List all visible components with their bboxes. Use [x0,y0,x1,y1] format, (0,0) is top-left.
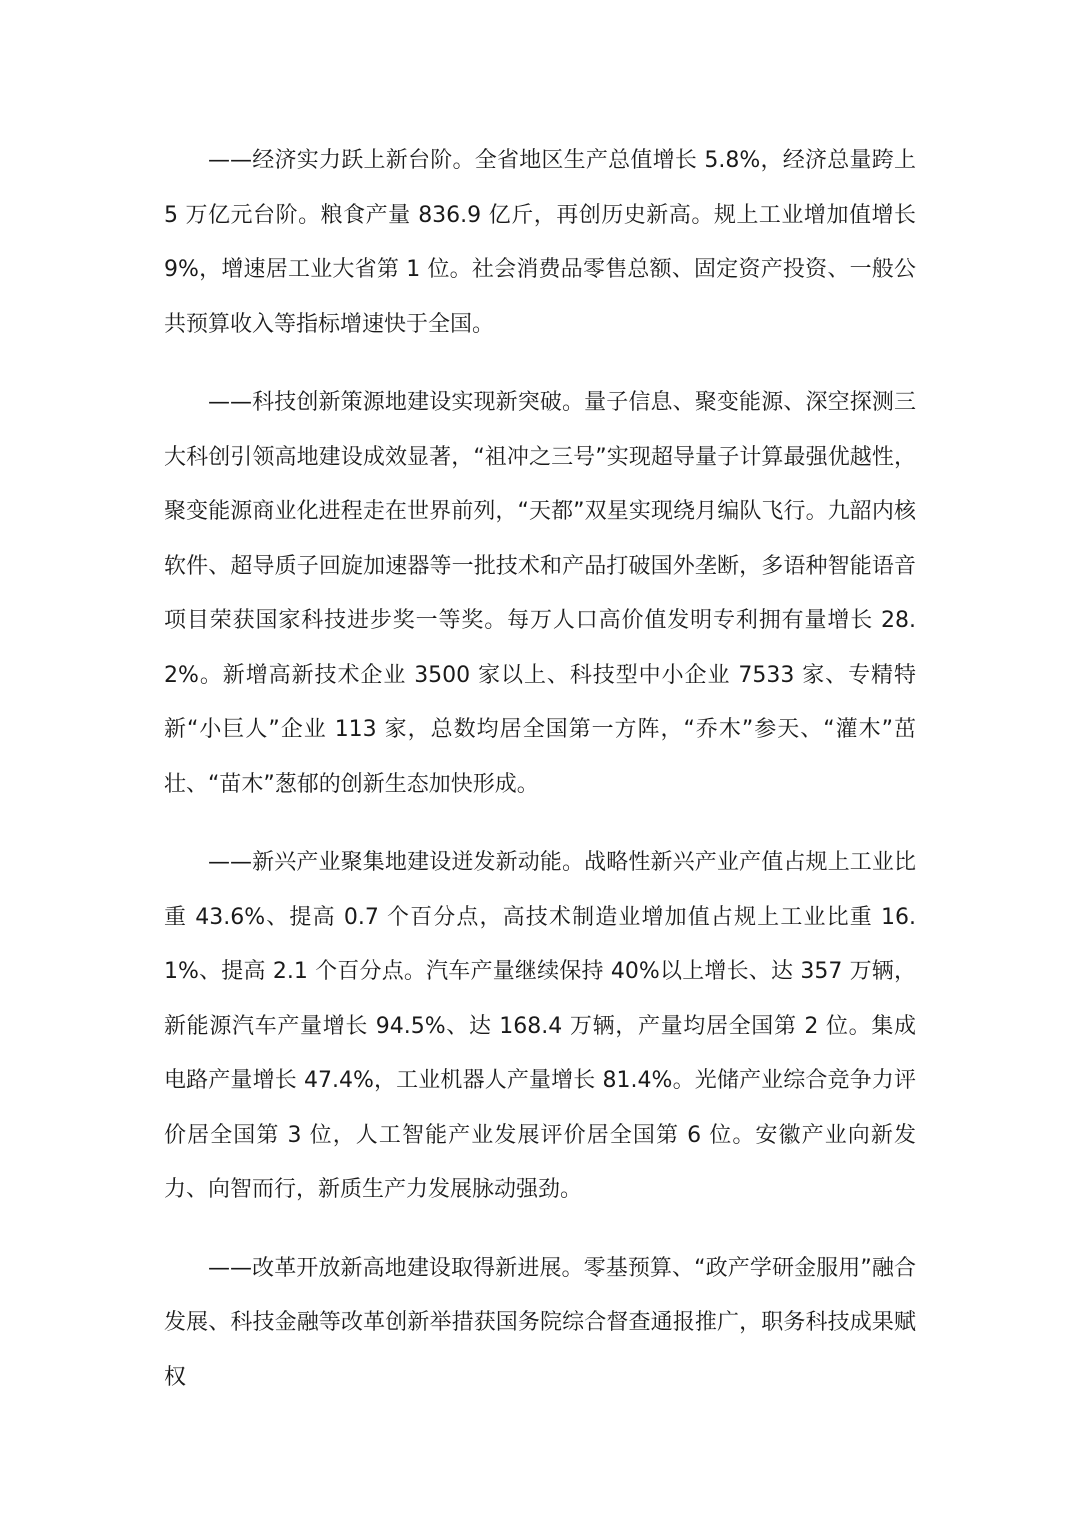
paragraph-reform: ——改革开放新高地建设取得新进展。零基预算、“政产学研金服用”融合发展、科技金融等改革创新举措获国务院综合督查通报推广，职务科技成果赋权 [164,1255,916,1390]
paragraph-industry: ——新兴产业聚集地建设迸发新动能。战略性新兴产业产值占规上工业比重 43.6%、提高 0.7 个百分点，高技术制造业增加值占规上工业比重 16.1%、提高 2.1 个百分点。汽车产量继续保持 40%以上增长、达 357 万辆，新能源汽车产量增长 94.5%、达 168.4 万辆，产量均居全国第 2 位。集成电路产量增长 47.4%，工业机器人产量增长 81.4%。光储产业综合竞争力评价居全国第 3 位，人工智能产业发展评价居全国第 6 位。安徽产业向新发力、向智而行，新质生产力发展脉动强劲。 [164,850,916,1202]
paragraph-economy: ——经济实力跃上新台阶。全省地区生产总值增长 5.8%，经济总量跨上 5 万亿元台阶。粮食产量 836.9 亿斤，再创历史新高。规上工业增加值增长 9%，增速居工业大省第 1 位。社会消费品零售总额、固定资产投资、一般公共预算收入等指标增速快于全国。 [164,148,916,337]
document-body [164,134,916,1429]
paragraph-innovation: ——科技创新策源地建设实现新突破。量子信息、聚变能源、深空探测三大科创引领高地建设成效显著，“祖冲之三号”实现超导量子计算最强优越性，聚变能源商业化进程走在世界前列，“天都”双星实现绕月编队飞行。九韶内核软件、超导质子回旋加速器等一批技术和产品打破国外垄断，多语种智能语音项目荣获国家科技进步奖一等奖。每万人口高价值发明专利拥有量增长 28.2%。新增高新技术企业 3500 家以上、科技型中小企业 7533 家、专精特新“小巨人”企业 113 家，总数均居全国第一方阵，“乔木”参天、“灌木”茁壮、“苗木”葱郁的创新生态加快形成。 [164,390,916,797]
